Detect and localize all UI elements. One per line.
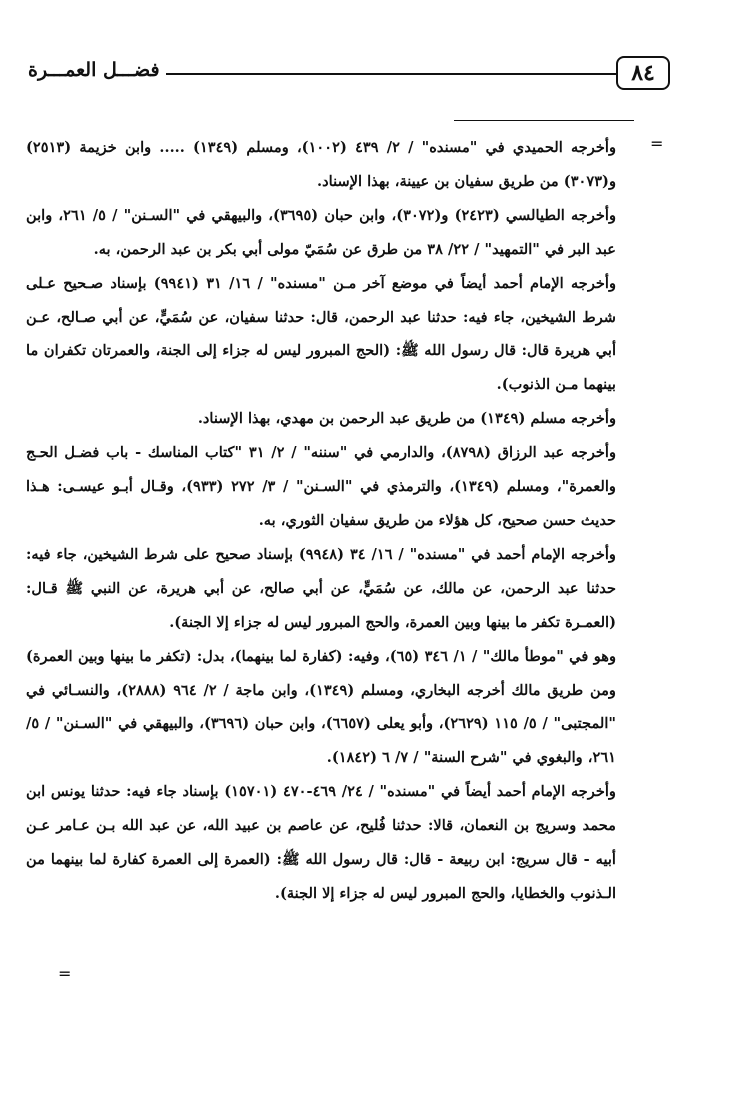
paragraph-muwatta: وهو في "موطأ مالك" / ١/ ٣٤٦ (٦٥)، وفيه: (كفارة لما بينهما)، بدل: (تكفر ما بينها وبين العمرة) ومن طريق مالك أخرجه البخاري، ومسلم (١٣٤٩)، وابن ماجة / ٢/ ٩٦٤ (٢٨٨٨)، والنسـائي في "المجتبى" / ٥/ ١١٥ (٢٦٢٩)، وأبو يعلى (٦٦٥٧)، وابن حبان (٣٦٩٦)، والبيهقي في "السـنن" / ٥/ ٢٦١، والبغوي في "شرح السنة" / ٧/ ٦ (١٨٤٢). [26, 647, 617, 767]
page-number-box [616, 56, 670, 90]
running-title: فضـــل العمـــرة [28, 59, 160, 81]
paragraph-muslim-mahdi: وأخرجه مسلم (١٣٤٩) من طريق عبد الرحمن بن مهدي، بهذا الإسناد. [197, 410, 616, 428]
paragraph-ahmad-9948: وأخرجه الإمام أحمد في "مسنده" / ١٦/ ٣٤ (٩٩٤٨) بإسناد صحيح على شرط الشيخين، جاء فيه: حدثنا عبد الرحمن، عن مالك، عن سُمَيٍّ، عن أبي صالح، عن أبي هريرة، عن النبي ﷺ قـال: (العمـرة تكفر ما بينها وبين العمرة، والحج المبرور ليس له جزاء إلا الجنة). [26, 545, 616, 631]
page-header [28, 56, 670, 94]
paragraph-humaidi: وأخرجه الحميدي في "مسنده" / ٢/ ٤٣٩ (١٠٠٢)، ومسلم (١٣٤٩) ..... وابن خزيمة (٢٥١٣) و(٣٠٧٣) من طريق سفيان بن عيينة، بهذا الإسناد. [26, 139, 616, 190]
header-rule [166, 73, 616, 75]
page-number: ٨٤ [631, 60, 655, 86]
footnote-separator [454, 120, 634, 121]
paragraph-ahmad-15701: وأخرجه الإمام أحمد أيضاً في "مسنده" / ٢٤/ ٤٦٩-٤٧٠ (١٥٧٠١) بإسناد جاء فيه: حدثنا يونس ابن محمد وسريج بن النعمان، قالا: حدثنا فُليح، عن عاصم بن عبيد الله، عن عبد الله بـن عـامر عـن أبيه - قال سريج: ابن ربيعة - قال: قال رسول الله ﷺ: (العمرة إلى العمرة كفارة لما بينهما من الـذنوب والخطايا، والحج المبرور ليس له جزاء إلا الجنة). [26, 783, 616, 902]
paragraph-abdurrazzaq: وأخرجه عبد الرزاق (٨٧٩٨)، والدارمي في "سننه" / ٢/ ٣١ "كتاب المناسك - باب فضـل الحـج والعمرة"، ومسلم (١٣٤٩)، والترمذي في "السـنن" / ٣/ ٢٧٢ (٩٣٣)، وقـال أبـو عيسـى: هـذا حديث حسن صحيح، كل هؤلاء من طريق سفيان الثوري، به. [26, 444, 616, 529]
continuation-marker-bottom: = [58, 964, 72, 983]
continuation-marker-top: = [650, 134, 664, 153]
footnote-body [26, 131, 616, 911]
paragraph-tayalisi: وأخرجه الطيالسي (٢٤٢٣) و(٣٠٧٢)، وابن حبان (٣٦٩٥)، والبيهقي في "السـنن" / ٥/ ٢٦١، وابن عبد البر في "التمهيد" / ٢٢/ ٣٨ من طرق عن سُمَيّ مولى أبي بكر بن عبد الرحمن، به. [26, 206, 616, 258]
paragraph-ahmad-9941: وأخرجه الإمام أحمد أيضاً في موضع آخر مـن "مسنده" / ١٦/ ٣١ (٩٩٤١) بإسناد صـحيح عـلى شرط الشيخين، جاء فيه: حدثنا عبد الرحمن، قال: حدثنا سفيان، عن سُمَيٍّ، عن أبي صـالح، عـن أبي هريرة قال: قال رسول الله ﷺ: (الحج المبرور ليس له جزاء إلى الجنة، والعمرتان تكفران ما بينهما مـن الذنوب). [26, 274, 617, 394]
